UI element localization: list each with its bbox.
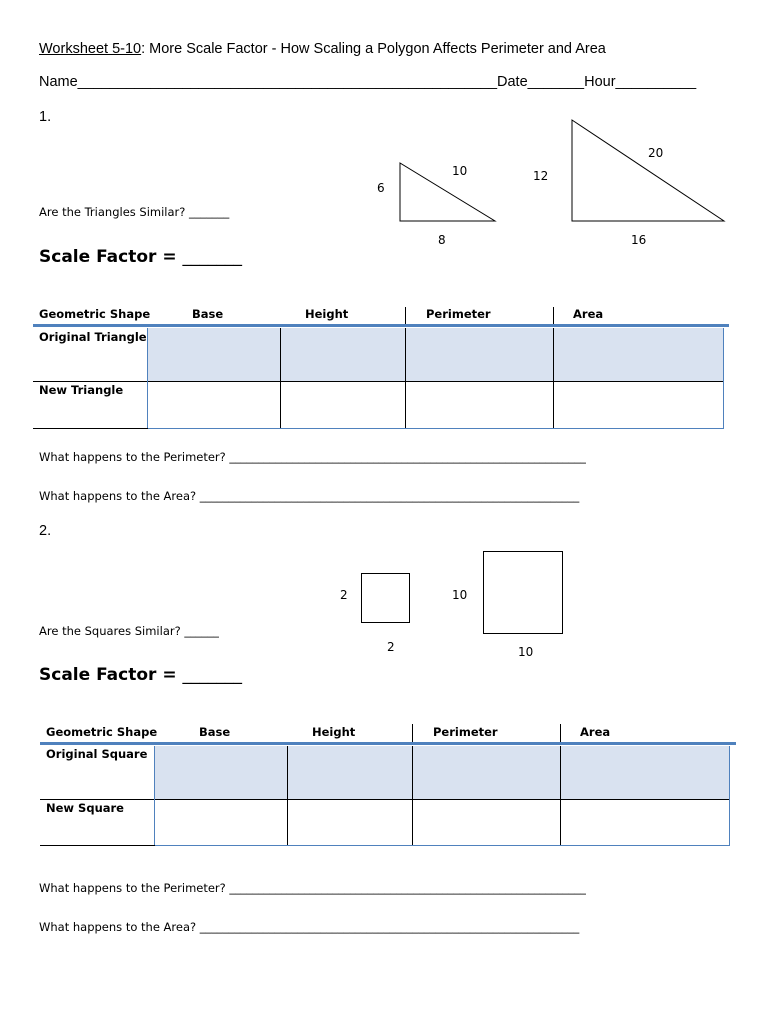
table1-header-divider: [405, 307, 406, 325]
small-square: [362, 574, 410, 623]
table1-cell-original-perimeter[interactable]: [406, 328, 553, 381]
scale-factor-1: [39, 247, 242, 267]
scale-factor-2-blank[interactable]: _______: [182, 665, 243, 685]
table1-cell-new-area[interactable]: [554, 382, 723, 428]
large-triangle-base-label: 16: [631, 233, 647, 247]
table2-header-rule: [40, 742, 736, 745]
table2-cell-original-area[interactable]: [561, 746, 729, 799]
table1-header-divider: [553, 307, 554, 325]
table2-bottom-rule-blue: [155, 845, 730, 846]
table2-cell-original-perimeter[interactable]: [413, 746, 560, 799]
table1-header-perimeter: Perimeter: [426, 307, 491, 321]
table2-cell-original-height[interactable]: [288, 746, 412, 799]
table2-cell-new-base[interactable]: [155, 800, 287, 845]
table2-cell-new-perimeter[interactable]: [413, 800, 560, 845]
question-1-number: 1.: [39, 109, 52, 125]
table1-bottom-rule-blue: [148, 428, 724, 429]
table2-header-area: Area: [580, 725, 611, 739]
q2-area-question[interactable]: What happens to the Area? __________________________________________________________________: [39, 920, 580, 934]
table1-bottom-rule: [33, 428, 148, 429]
table1-cell-original-area[interactable]: [554, 328, 723, 381]
table2-header-height: Height: [312, 725, 356, 739]
table1-row-original: Original Triangle: [39, 330, 147, 344]
small-triangle-base-label: 8: [438, 233, 446, 245]
table1-col-divider: [723, 328, 724, 428]
table1-cell-new-perimeter[interactable]: [406, 382, 553, 428]
worksheet-title-text: : More Scale Factor - How Scaling a Polygon Affects Perimeter and Area: [141, 41, 606, 57]
table2-row-original: Original Square: [46, 747, 148, 761]
table1-cell-original-base[interactable]: [148, 328, 280, 381]
large-square: [484, 552, 563, 634]
scale-factor-2-label: Scale Factor =: [39, 665, 183, 685]
large-square-side-label: 10: [452, 588, 468, 602]
name-date-hour-line[interactable]: Name____________________________________________________Date_______Hour__________: [39, 74, 697, 90]
q2-perimeter-question[interactable]: What happens to the Perimeter? ______________________________________________________________: [39, 881, 586, 895]
table1-header-area: Area: [573, 307, 604, 321]
table2-cell-original-base[interactable]: [155, 746, 287, 799]
table1-header-height: Height: [305, 307, 349, 321]
table2-header-perimeter: Perimeter: [433, 725, 498, 739]
table2-row-new: New Square: [46, 801, 124, 815]
worksheet-number: Worksheet 5-10: [39, 41, 142, 57]
large-triangle: [572, 120, 724, 221]
table1-row-new: New Triangle: [39, 383, 124, 397]
large-triangle-hyp-label: 20: [648, 146, 664, 160]
q1-perimeter-question[interactable]: What happens to the Perimeter? ______________________________________________________________: [39, 450, 586, 464]
table1-header-rule: [33, 324, 729, 327]
small-square-base-label: 2: [387, 640, 395, 654]
table1-cell-new-height[interactable]: [281, 382, 405, 428]
scale-factor-1-label: Scale Factor =: [39, 247, 183, 267]
small-triangle-left-label: 6: [377, 181, 385, 195]
q1-area-question[interactable]: What happens to the Area? __________________________________________________________________: [39, 489, 580, 503]
table2-header-base: Base: [199, 725, 231, 739]
table2-header-divider: [412, 724, 413, 742]
large-square-base-label: 10: [518, 645, 534, 659]
table2-cell-new-area[interactable]: [561, 800, 729, 845]
table1-cell-new-base[interactable]: [148, 382, 280, 428]
small-triangle: [400, 163, 495, 221]
table1-header-base: Base: [192, 307, 224, 321]
squares-similar-question[interactable]: Are the Squares Similar? ______: [39, 624, 219, 638]
table2-header-shape: Geometric Shape: [46, 725, 158, 739]
table1-header-shape: Geometric Shape: [39, 307, 151, 321]
large-triangle-left-label: 12: [533, 169, 549, 183]
triangles-similar-question[interactable]: Are the Triangles Similar? _______: [39, 205, 230, 219]
small-square-side-label: 2: [340, 588, 348, 602]
small-triangle-hyp-label: 10: [452, 164, 468, 178]
question-2-number: 2.: [39, 523, 52, 539]
scale-factor-1-blank[interactable]: _______: [182, 247, 243, 267]
table2-col-divider: [729, 746, 730, 845]
table2-header-divider: [560, 724, 561, 742]
table2-bottom-rule: [40, 845, 155, 846]
table2-cell-new-height[interactable]: [288, 800, 412, 845]
scale-factor-2: [39, 665, 242, 685]
table1-cell-original-height[interactable]: [281, 328, 405, 381]
